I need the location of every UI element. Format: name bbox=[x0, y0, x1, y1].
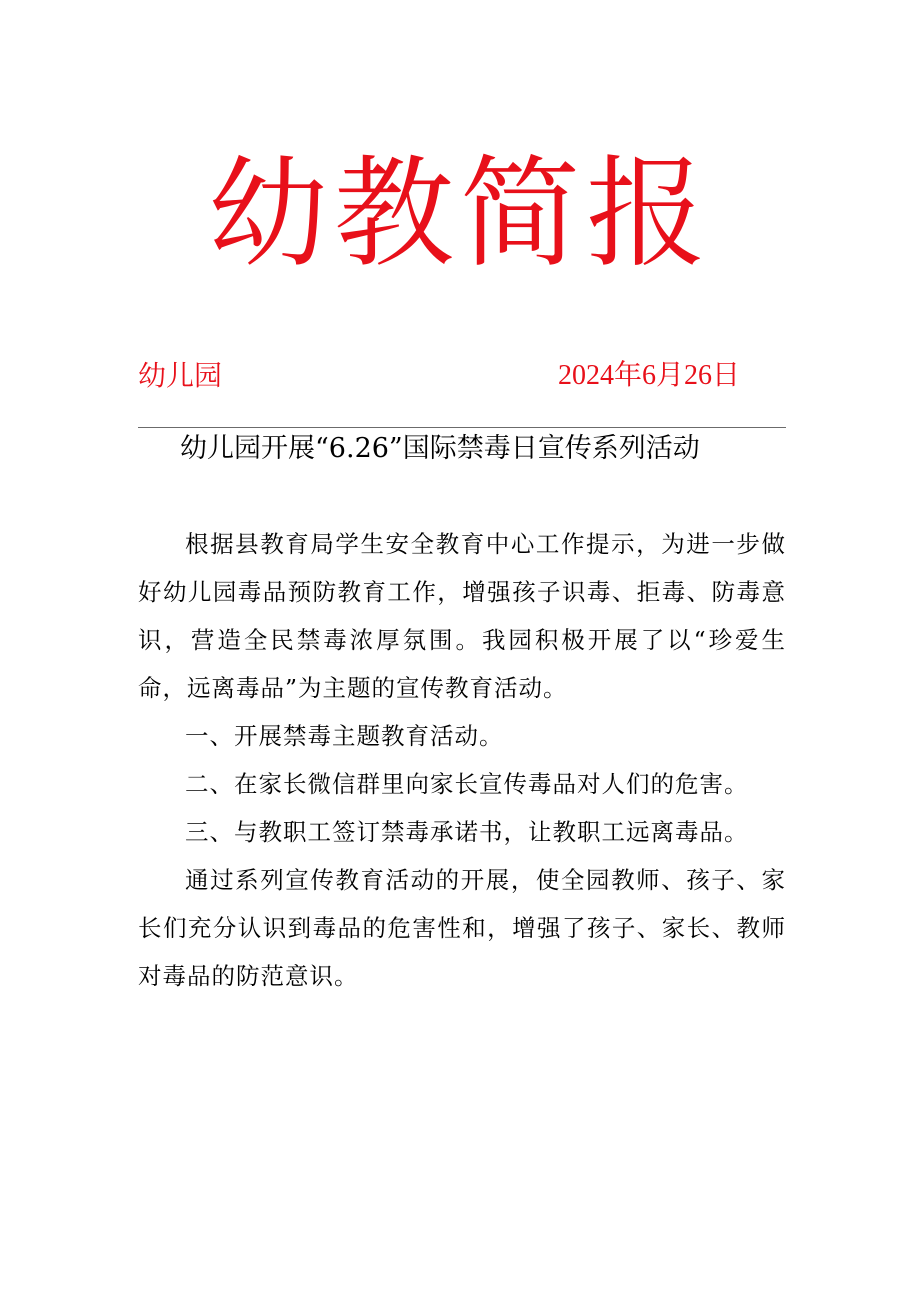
article-paragraph-conclusion: 通过系列宣传教育活动的开展，使全园教师、孩子、家长们充分认识到毒品的危害性和，增强了孩子、家长、教师对毒品的防范意识。 bbox=[138, 866, 786, 990]
newsletter-masthead-title: 幼教简报 bbox=[208, 145, 712, 284]
article-item-2: 二、在家长微信群里向家长宣传毒品对人们的危害。 bbox=[185, 770, 749, 798]
article-item-1: 一、开展禁毒主题教育活动。 bbox=[185, 722, 504, 750]
article-body bbox=[138, 520, 786, 1000]
article-item-3: 三、与教职工签订禁毒承诺书，让教职工远离毒品。 bbox=[185, 818, 749, 846]
publisher-name: 幼儿园 bbox=[138, 359, 223, 392]
article-paragraph-intro: 根据县教育局学生安全教育中心工作提示，为进一步做好幼儿园毒品预防教育工作，增强孩子识毒、拒毒、防毒意识，营造全民禁毒浓厚氛围。我园积极开展了以“珍爱生命，远离毒品”为主题的宣传教育活动。 bbox=[138, 530, 786, 702]
article-headline: 幼儿园开展“6.26”国际禁毒日宣传系列活动 bbox=[180, 433, 700, 464]
publication-date: 2024年6月26日 bbox=[558, 360, 741, 391]
header-divider bbox=[138, 427, 786, 428]
